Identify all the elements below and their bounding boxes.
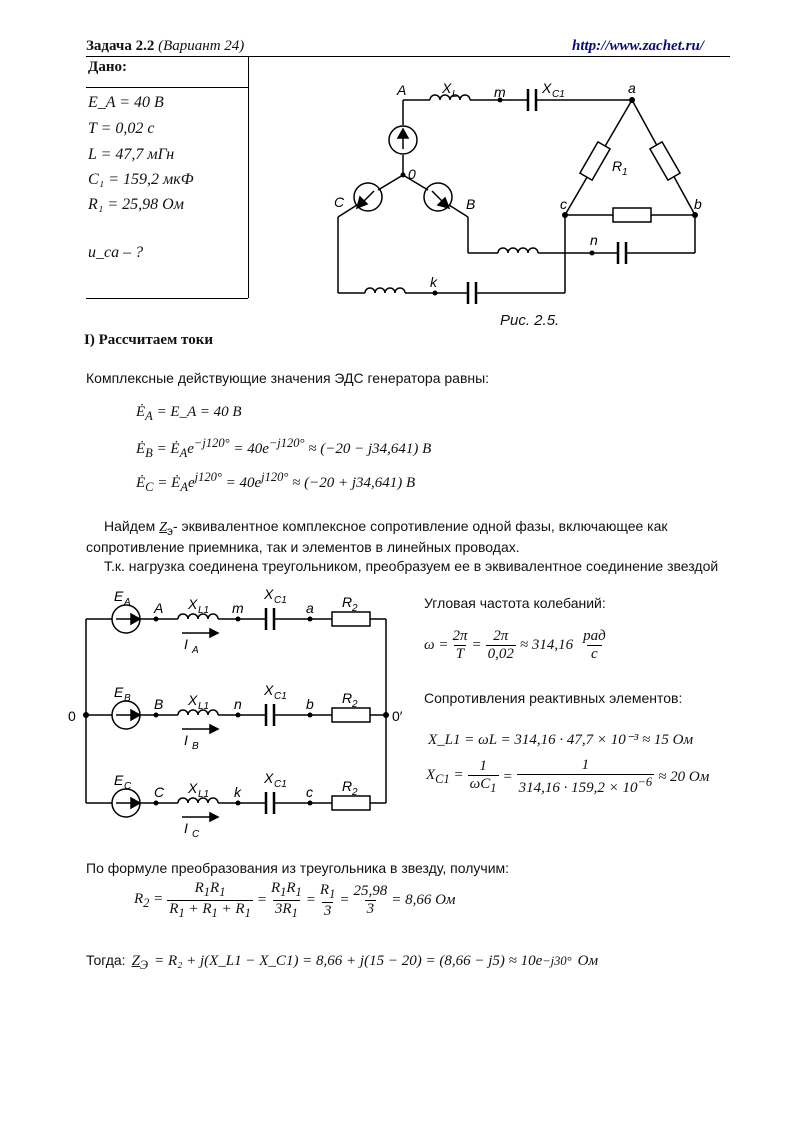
circuit-diagram-delta [320,75,740,315]
node-B-label: B [154,696,164,712]
current-IC-label: I [184,820,188,836]
source-EA-sub: A [124,597,131,608]
current-IB-label: I [184,732,188,748]
equation-EB: $Ė_B$ = $Ė_Ae^{-j120^\circ} = 40e^{-j120^\circ} \approx (-20 - j34,641)$ В [136,436,432,460]
node-a-label: a [306,600,314,616]
inductor-B-label: X [188,692,198,708]
svg-text:C: C [192,829,200,840]
node-A-label: A [397,82,407,98]
node-k-label: k [430,274,437,290]
label-reactive: Сопротивления реактивных элементов: [424,690,683,706]
resistor-A-label: R [342,594,353,610]
resistor-B-label: R [342,690,353,706]
svg-text:C1: C1 [274,595,287,606]
given-separator [86,87,248,88]
paragraph-impedance-cont: сопротивление приемника, так и элементов в линейных проводах. [86,539,520,555]
source-EB-label: E [114,684,124,700]
equation-EA: $Ė_A$ = E_A = 40 В [136,404,242,423]
paragraph-delta-star: Т.к. нагрузка соединена треугольником, преобразуем ее в эквивалентное соединение звездой [104,558,719,574]
svg-text:B: B [192,741,199,752]
equation-XL1: X_L1 = ωL = 314,16 · 47,7 × 10⁻³ ≈ 15 Ом [428,732,694,748]
site-url[interactable]: http://www.zachet.ru/ [572,38,704,54]
section-heading: I) Рассчитаем токи [84,332,213,348]
current-IA-label: I [184,636,188,652]
capacitor-A-label: X [264,586,274,602]
svg-text:2: 2 [352,699,358,710]
node-c-label: c [306,784,313,800]
source-EB-sub: B [124,693,131,704]
equation-Z: Тогда: $Z_Э$ = R₂ + j(X_L1 − X_C1) = 8,66 + j(15 − 20) = (8,66 − j5) ≈ 10e −j30° Ом [86,952,599,972]
task-title: Задача 2.2 (Вариант 24) [86,38,245,54]
node-B-label: B [466,196,476,212]
equation-EC: $Ė_C$ = $Ė_Ae^{j120^\circ} = 40e^{j120^\circ} \approx (-20 + j34,641)$ В [136,470,416,494]
given-line: C₁ = 159,2 мкФ [88,171,194,188]
source-EC-sub: C [124,781,132,792]
svg-text:L1: L1 [198,605,210,616]
node-C-label: C [334,194,345,210]
node-0-label: 0 [68,708,76,724]
given-line: T = 0,02 с [88,120,155,137]
label-angular: Угловая частота колебаний: [424,595,606,611]
svg-text:2: 2 [352,603,358,614]
svg-text:C1: C1 [274,779,287,790]
given-line: E_A = 40 В [88,94,164,111]
equation-R2: $R_2$ = $\frac{R_1R_1}{R_1 + R_1 + R_1}$ = $\frac{R_1R_1}{3R_1}$ = $\frac{R_1}{3}$ = $\frac{25,98}{3}$ = 8,66 Ом [134,880,456,920]
given-line: L = 47,7 мГн [88,146,175,163]
node-m-label: m [232,600,244,616]
node-n-label: n [590,232,598,248]
svg-text:C1: C1 [274,691,287,702]
resistor-label-sub: 1 [622,167,628,178]
source-EA-label: E [114,588,124,604]
capacitor-label-sub: C1 [552,89,565,100]
node-n-label: n [234,696,242,712]
node-C-label: C [154,784,165,800]
given-line: u_ca – ? [88,244,144,261]
inductor-A-label: X [188,596,198,612]
node-0prime-label: 0′ [392,708,403,724]
svg-text:L1: L1 [198,789,210,800]
given-bottom-rule [86,298,248,299]
resistor-label: R [612,158,623,174]
paragraph-emf: Комплексные действующие значения ЭДС генератора равны: [86,370,490,386]
node-a-label: a [628,80,636,96]
resistor-C-label: R [342,778,353,794]
node-A-label: A [154,600,164,616]
paragraph-formula: По формуле преобразования из треугольника в звезду, получим: [86,860,510,876]
capacitor-B-label: X [264,682,274,698]
inductor-label: X [442,80,452,96]
source-EC-label: E [114,772,124,788]
svg-text:2: 2 [352,787,358,798]
node-c-label: c [560,196,567,212]
given-title: Дано: [88,59,127,75]
equation-XC1: $X_{C1}$ = $\frac{1}{\omega C_1}$ = $\frac{1}{314,16 \cdot 159,2 \times 10^{-6}}$ ≈ 20 Ом [426,757,710,796]
equation-omega: ω = $\frac{2\pi}{T}$ = $\frac{2\pi}{0,02}$ ≈ 314,16 рад с [424,628,606,662]
node-b-label: b [306,696,314,712]
node-k-label: k [234,784,241,800]
capacitor-C-label: X [264,770,274,786]
svg-text:A: A [192,645,199,656]
capacitor-label: X [542,80,552,96]
figure-caption: Рис. 2.5. [500,312,560,329]
paragraph-impedance: Найдем $Z_э-$ эквивалентное комплексное сопротивление одной фазы, включающее как [104,518,668,538]
node-m-label: m [494,84,506,100]
svg-text:L1: L1 [198,701,210,712]
given-line: R₁ = 25,98 Ом [88,196,184,213]
node-b-label: b [694,196,702,212]
inductor-label-sub: L [452,89,458,100]
inductor-C-label: X [188,780,198,796]
circuit-diagram-star [66,585,416,855]
node-0-label: 0 [408,166,416,182]
